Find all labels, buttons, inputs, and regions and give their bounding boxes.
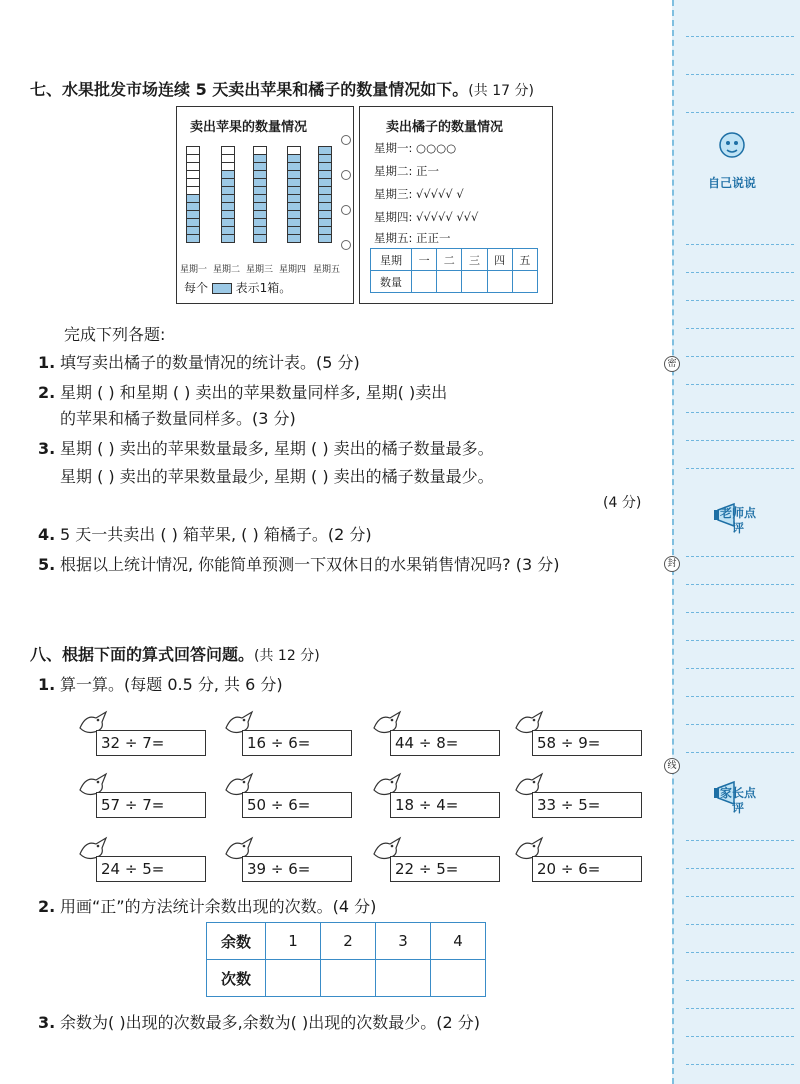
expression-box[interactable]: 32 ÷ 7= [96, 730, 206, 756]
questions-intro: 完成下列各题: [64, 325, 166, 344]
mascot-icon [712, 130, 752, 164]
section8-title [30, 642, 320, 665]
ring-icon [341, 205, 351, 215]
expression-box[interactable]: 18 ÷ 4= [390, 792, 500, 818]
expression-box[interactable]: 58 ÷ 9= [532, 730, 642, 756]
self-comment-label: 自己说说 [707, 176, 756, 190]
orange-day: 星期五: [374, 231, 413, 245]
table-header-cell: 3 [376, 923, 431, 960]
question-text: 星期 ( ) 卖出的苹果数量最多, 星期 ( ) 卖出的橘子数量最多。 [60, 439, 494, 458]
question-number: 1. [38, 675, 56, 694]
apple-day-label: 星期四 [279, 265, 307, 275]
table-header-cell: 星期 [371, 249, 412, 271]
question-line [38, 894, 376, 917]
expression-box[interactable]: 20 ÷ 6= [532, 856, 642, 882]
ring-icon [341, 135, 351, 145]
table-header-cell: 三 [462, 249, 487, 271]
question-number: 2. [38, 897, 56, 916]
question-text: 星期 ( ) 和星期 ( ) 卖出的苹果数量同样多, 星期( )卖出 [60, 383, 448, 402]
question-number: 4. [38, 525, 56, 544]
section7-title [30, 77, 534, 100]
section8-title-text: 八、根据下面的算式回答问题。 [30, 645, 255, 664]
answer-cell[interactable] [487, 271, 512, 293]
orange-row [374, 230, 451, 246]
orange-count-table [370, 248, 538, 293]
expression-box[interactable]: 16 ÷ 6= [242, 730, 352, 756]
binding-mark: 封 [664, 556, 680, 572]
orange-row [374, 140, 456, 156]
legend-prefix: 每个 [184, 281, 209, 295]
question-text: 根据以上统计情况, 你能简单预测一下双休日的水果销售情况吗? (3 分) [60, 555, 560, 574]
answer-cell[interactable] [376, 960, 431, 997]
question-text: 算一算。(每题 0.5 分, 共 6 分) [60, 675, 283, 694]
apple-box [221, 234, 235, 243]
orange-marks: √√√√√ √√√ [416, 210, 479, 224]
ring-icon [341, 240, 351, 250]
apple-box [186, 234, 200, 243]
orange-marks: 正正一 [416, 231, 451, 245]
question-line [38, 552, 560, 575]
section7-title-text: 七、水果批发市场连续 5 天卖出苹果和橘子的数量情况如下。 [30, 80, 469, 99]
question-number: 2. [38, 383, 56, 402]
expression-box[interactable]: 39 ÷ 6= [242, 856, 352, 882]
notes-sidebar [672, 0, 800, 1084]
table-header-cell: 1 [266, 923, 321, 960]
legend-box-icon [212, 283, 232, 294]
expression-box[interactable]: 57 ÷ 7= [96, 792, 206, 818]
section7-points: (共 17 分) [468, 83, 534, 99]
orange-marks: 正一 [416, 164, 440, 178]
expression-box[interactable]: 22 ÷ 5= [390, 856, 500, 882]
question-text: 星期 ( ) 卖出的苹果数量最少, 星期 ( ) 卖出的橘子数量最少。 [60, 467, 494, 486]
expression-box[interactable]: 50 ÷ 6= [242, 792, 352, 818]
legend-suffix: 表示1箱。 [235, 281, 292, 295]
answer-cell[interactable] [412, 271, 437, 293]
parent-comment-label: 家长点评 [719, 786, 756, 815]
orange-day: 星期一: [374, 141, 413, 155]
question-number: 5. [38, 555, 56, 574]
apple-bar [318, 147, 332, 243]
apple-day-label: 星期三 [246, 265, 274, 275]
apple-chart-title: 卖出苹果的数量情况 [190, 120, 308, 135]
binding-mark: 密 [664, 356, 680, 372]
question-line [38, 672, 283, 695]
answer-cell[interactable] [437, 271, 462, 293]
question-text: 填写卖出橘子的数量情况的统计表。(5 分) [60, 353, 360, 372]
question-line [38, 1010, 480, 1033]
expression-box[interactable]: 44 ÷ 8= [390, 730, 500, 756]
table-row-label: 数量 [371, 271, 412, 293]
orange-chart-title: 卖出橘子的数量情况 [386, 120, 504, 135]
expression-box[interactable]: 24 ÷ 5= [96, 856, 206, 882]
question-line [38, 436, 494, 459]
answer-cell[interactable] [512, 271, 537, 293]
binding-mark: 线 [664, 758, 680, 774]
orange-day: 星期三: [374, 187, 413, 201]
apple-day-label: 星期五 [313, 265, 341, 275]
table-header-cell: 五 [512, 249, 537, 271]
apple-box [287, 234, 301, 243]
answer-cell[interactable] [462, 271, 487, 293]
orange-marks: √√√√√ √ [416, 187, 464, 201]
answer-cell[interactable] [321, 960, 376, 997]
apple-day-label: 星期二 [213, 265, 241, 275]
apple-legend [184, 279, 291, 296]
orange-row [374, 163, 439, 179]
orange-marks: ○○○○ [416, 141, 457, 155]
ring-icon [341, 170, 351, 180]
apple-bar [287, 147, 301, 243]
apple-bar [253, 147, 267, 243]
table-header-cell: 二 [437, 249, 462, 271]
orange-row [374, 209, 478, 225]
table-header-cell: 余数 [207, 923, 266, 960]
question-points: (4 分) [603, 495, 642, 511]
question-text: 用画“正”的方法统计余数出现的次数。(4 分) [60, 897, 377, 916]
remainder-table [206, 922, 486, 997]
answer-cell[interactable] [431, 960, 486, 997]
apple-bar [186, 147, 200, 243]
question-number: 3. [38, 439, 56, 458]
question-line [60, 464, 494, 487]
table-header-cell: 四 [487, 249, 512, 271]
question-text: 5 天一共卖出 ( ) 箱苹果, ( ) 箱橘子。(2 分) [60, 525, 372, 544]
question-line [38, 522, 372, 545]
apple-box [318, 234, 332, 243]
table-row-label: 次数 [207, 960, 266, 997]
table-header-cell: 4 [431, 923, 486, 960]
question-line [38, 350, 360, 373]
table-header-cell: 一 [412, 249, 437, 271]
question-line [603, 492, 641, 512]
question-line [38, 380, 447, 403]
question-number: 3. [38, 1013, 56, 1032]
section8-points: (共 12 分) [254, 648, 320, 664]
apple-bar [221, 147, 235, 243]
teacher-comment-label: 老师点评 [719, 506, 756, 535]
expression-box[interactable]: 33 ÷ 5= [532, 792, 642, 818]
question-text: 余数为( )出现的次数最多,余数为( )出现的次数最少。(2 分) [60, 1013, 480, 1032]
orange-day: 星期四: [374, 210, 413, 224]
apple-day-label: 星期一 [180, 265, 208, 275]
table-header-cell: 2 [321, 923, 376, 960]
question-number: 1. [38, 353, 56, 372]
orange-row [374, 186, 464, 202]
question-text: 的苹果和橘子数量同样多。(3 分) [60, 409, 296, 428]
orange-day: 星期二: [374, 164, 413, 178]
apple-box [253, 234, 267, 243]
answer-cell[interactable] [266, 960, 321, 997]
question-line [60, 406, 296, 429]
